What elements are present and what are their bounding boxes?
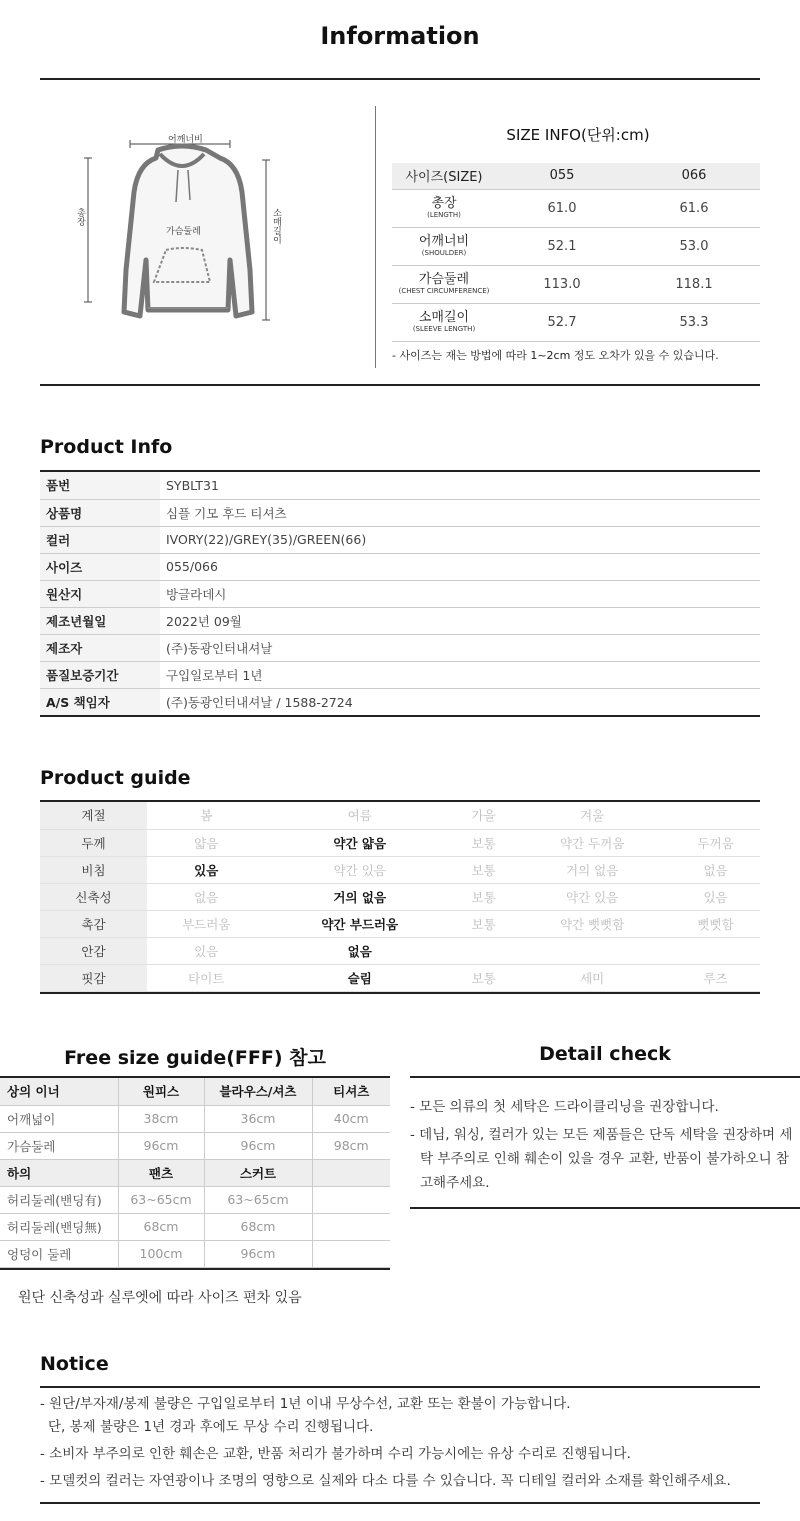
information-divider <box>375 106 376 368</box>
product-guide-row <box>40 910 760 937</box>
product-info-value: (주)동광인터내셔날 / 1588-2724 <box>160 688 760 715</box>
product-guide-option: 있음 <box>147 937 266 964</box>
product-guide-row <box>40 829 760 856</box>
product-guide-key: 안감 <box>40 937 147 964</box>
detail-check-text: - 데님, 워싱, 컬러가 있는 모든 제품들은 단독 세탁을 권장하며 세탁 부주의로 인해 훼손이 있을 경우 교환, 반품이 불가하오니 참고해주세요. <box>410 1127 793 1191</box>
product-info-key: 상품명 <box>40 499 160 526</box>
free-size-label: 하의 <box>0 1159 118 1186</box>
size-row <box>392 265 760 303</box>
product-info-value: SYBLT31 <box>160 472 760 499</box>
size-row-label <box>392 303 496 341</box>
product-guide-key: 계절 <box>40 802 147 829</box>
size-value-066: 61.6 <box>628 189 760 227</box>
free-size-label: 가슴둘레 <box>0 1132 118 1159</box>
product-guide-option: 보통 <box>454 883 513 910</box>
product-guide-title: Product guide <box>40 767 191 789</box>
free-size-value: 68cm <box>118 1213 204 1240</box>
free-size-label: 허리둘레(밴딩無) <box>0 1213 118 1240</box>
size-row <box>392 189 760 227</box>
product-guide-option: 약간 있음 <box>266 856 454 883</box>
size-value-055: 52.1 <box>496 227 628 265</box>
product-guide-option: 없음 <box>147 883 266 910</box>
notice-line-2: - 소비자 부주의로 인한 훼손은 교환, 반품 처리가 불가하며 수리 가능시에는 유상 수리로 진행됩니다. <box>40 1446 631 1462</box>
product-guide-key: 촉감 <box>40 910 147 937</box>
free-size-value: 63~65cm <box>204 1186 312 1213</box>
product-guide-option <box>671 802 760 829</box>
product-info-value: 2022년 09월 <box>160 607 760 634</box>
product-guide-key: 신축성 <box>40 883 147 910</box>
free-size-title: Free size guide(FFF) 참고 <box>64 1047 326 1069</box>
free-size-value: 96cm <box>204 1240 312 1267</box>
size-info-title: SIZE INFO(단위:cm) <box>506 126 650 144</box>
free-size-value <box>312 1186 390 1213</box>
product-guide-option: 봄 <box>147 802 266 829</box>
free-size-value <box>312 1213 390 1240</box>
free-size-value: 98cm <box>312 1132 390 1159</box>
free-size-value: 40cm <box>312 1105 390 1132</box>
free-size-value: 38cm <box>118 1105 204 1132</box>
free-size-value: 티셔츠 <box>312 1078 390 1105</box>
product-info-key: A/S 책임자 <box>40 688 160 715</box>
product-guide-option: 세미 <box>513 964 671 991</box>
detail-check-item <box>410 1095 800 1119</box>
product-guide-option: 보통 <box>454 829 513 856</box>
product-guide-key: 비침 <box>40 856 147 883</box>
product-guide-row <box>40 883 760 910</box>
product-info-value: 방글라데시 <box>160 580 760 607</box>
product-guide-option: 루즈 <box>671 964 760 991</box>
product-guide-row <box>40 937 760 964</box>
size-row-label <box>392 227 496 265</box>
product-info-key: 사이즈 <box>40 553 160 580</box>
product-info-row <box>40 553 760 580</box>
product-guide-option: 없음 <box>266 937 454 964</box>
free-size-value: 96cm <box>118 1132 204 1159</box>
product-info-value: (주)동광인터내셔날 <box>160 634 760 661</box>
product-guide-option: 보통 <box>454 856 513 883</box>
size-row-label-ko: 가슴둘레 <box>418 272 470 287</box>
detail-check-top-rule <box>410 1076 800 1078</box>
product-guide-option <box>513 937 671 964</box>
free-size-value <box>312 1159 390 1186</box>
product-guide-option: 거의 없음 <box>513 856 671 883</box>
information-title: Information <box>320 22 480 50</box>
free-size-label: 상의 이너 <box>0 1078 118 1105</box>
free-size-value: 96cm <box>204 1132 312 1159</box>
free-size-value <box>312 1240 390 1267</box>
detail-check-item <box>410 1123 800 1195</box>
free-size-row <box>0 1186 390 1213</box>
product-guide-bottom-rule <box>40 992 760 994</box>
product-info-value: 심플 기모 후드 티셔츠 <box>160 499 760 526</box>
notice-line-1-continued: 단, 봉제 불량은 1년 경과 후에도 무상 수리 진행됩니다. <box>48 1419 374 1435</box>
size-header-label: 사이즈(SIZE) <box>392 163 496 189</box>
product-info-value: 055/066 <box>160 553 760 580</box>
size-value-066: 53.0 <box>628 227 760 265</box>
product-guide-option: 부드러움 <box>147 910 266 937</box>
size-header-055: 055 <box>496 163 628 189</box>
free-size-value: 블라우스/셔츠 <box>204 1078 312 1105</box>
hoodie-size-diagram <box>70 120 300 340</box>
product-info-row <box>40 607 760 634</box>
detail-check-title: Detail check <box>539 1043 671 1065</box>
size-row-label <box>392 189 496 227</box>
product-guide-option: 약간 부드러움 <box>266 910 454 937</box>
product-guide-option: 거의 없음 <box>266 883 454 910</box>
size-row-label-ko: 어깨너비 <box>418 234 470 249</box>
product-info-row <box>40 688 760 715</box>
free-size-row <box>0 1132 390 1159</box>
notice-top-rule <box>40 1386 760 1388</box>
free-size-value: 36cm <box>204 1105 312 1132</box>
free-size-value: 팬츠 <box>118 1159 204 1186</box>
detail-check-list <box>410 1095 800 1199</box>
notice-list <box>40 1393 760 1493</box>
product-guide-option: 보통 <box>454 964 513 991</box>
product-guide-option: 있음 <box>671 883 760 910</box>
product-info-key: 제조년월일 <box>40 607 160 634</box>
size-row-label <box>392 265 496 303</box>
product-guide-option <box>671 937 760 964</box>
product-guide-option: 약간 뻣뻣함 <box>513 910 671 937</box>
notice-bottom-rule <box>40 1502 760 1504</box>
product-guide-option: 겨울 <box>513 802 671 829</box>
free-size-header-row <box>0 1159 390 1186</box>
free-size-label: 허리둘레(밴딩有) <box>0 1186 118 1213</box>
product-info-row <box>40 661 760 688</box>
size-value-055: 113.0 <box>496 265 628 303</box>
size-row-label-en: (LENGTH) <box>427 211 461 219</box>
diagram-length-label: 총장 <box>75 208 85 226</box>
free-size-value: 원피스 <box>118 1078 204 1105</box>
size-info-table <box>392 163 760 342</box>
size-value-066: 53.3 <box>628 303 760 341</box>
product-info-value: IVORY(22)/GREY(35)/GREEN(66) <box>160 526 760 553</box>
product-info-row <box>40 580 760 607</box>
product-guide-option <box>454 937 513 964</box>
notice-title: Notice <box>40 1353 109 1375</box>
product-info-key: 컬러 <box>40 526 160 553</box>
product-info-title: Product Info <box>40 436 173 458</box>
product-guide-option: 약간 있음 <box>513 883 671 910</box>
size-value-055: 61.0 <box>496 189 628 227</box>
free-size-label: 엉덩이 둘레 <box>0 1240 118 1267</box>
free-size-table <box>0 1078 390 1268</box>
information-top-rule <box>40 78 760 80</box>
product-info-row <box>40 472 760 499</box>
free-size-row <box>0 1213 390 1240</box>
free-size-bottom-rule <box>0 1268 390 1270</box>
free-size-header-row <box>0 1078 390 1105</box>
free-size-value: 68cm <box>204 1213 312 1240</box>
notice-line-1: - 원단/부자재/봉제 불량은 구입일로부터 1년 이내 무상수선, 교환 또는 환불이 가능합니다. <box>40 1396 571 1412</box>
product-info-key: 품질보증기간 <box>40 661 160 688</box>
information-bottom-rule <box>40 384 760 386</box>
size-row-label-en: (SLEEVE LENGTH) <box>412 325 476 333</box>
detail-check-text: - 모든 의류의 첫 세탁은 드라이클리닝을 권장합니다. <box>410 1099 719 1115</box>
detail-check-bottom-rule <box>410 1207 800 1209</box>
product-info-key: 품번 <box>40 472 160 499</box>
size-table-header <box>392 163 760 189</box>
free-size-label: 어깨넓이 <box>0 1105 118 1132</box>
product-guide-option: 가을 <box>454 802 513 829</box>
size-row <box>392 227 760 265</box>
product-info-bottom-rule <box>40 715 760 717</box>
product-info-table <box>40 472 760 716</box>
product-guide-option: 두꺼움 <box>671 829 760 856</box>
product-guide-option: 보통 <box>454 910 513 937</box>
product-guide-key: 핏감 <box>40 964 147 991</box>
free-size-row <box>0 1105 390 1132</box>
product-info-row <box>40 526 760 553</box>
product-guide-option: 약간 얇음 <box>266 829 454 856</box>
notice-line-3: - 모델컷의 컬러는 자연광이나 조명의 영향으로 실제와 다소 다를 수 있습니다. 꼭 디테일 컬러와 소재를 확인해주세요. <box>40 1473 731 1489</box>
free-size-row <box>0 1240 390 1267</box>
size-note: - 사이즈는 재는 방법에 따라 1~2cm 정도 오차가 있을 수 있습니다. <box>392 349 719 362</box>
size-row-label-en: (CHEST CIRCUMFERENCE) <box>398 287 490 295</box>
size-value-066: 118.1 <box>628 265 760 303</box>
product-guide-option: 슬림 <box>266 964 454 991</box>
product-guide-row <box>40 802 760 829</box>
size-value-055: 52.7 <box>496 303 628 341</box>
product-guide-option: 약간 두꺼움 <box>513 829 671 856</box>
size-row-label-en: (SHOULDER) <box>421 249 467 257</box>
product-guide-option: 있음 <box>147 856 266 883</box>
free-size-value: 스커트 <box>204 1159 312 1186</box>
size-header-066: 066 <box>628 163 760 189</box>
product-guide-option: 타이트 <box>147 964 266 991</box>
product-info-key: 원산지 <box>40 580 160 607</box>
size-row-label-ko: 소매길이 <box>418 310 470 325</box>
free-size-value: 100cm <box>118 1240 204 1267</box>
size-row-label-ko: 총장 <box>431 196 457 211</box>
free-size-value: 63~65cm <box>118 1186 204 1213</box>
product-guide-option: 얇음 <box>147 829 266 856</box>
diagram-chest-label: 가슴둘레 <box>166 227 201 237</box>
product-guide-option: 여름 <box>266 802 454 829</box>
product-guide-option: 뻣뻣함 <box>671 910 760 937</box>
product-guide-row <box>40 856 760 883</box>
product-info-key: 제조자 <box>40 634 160 661</box>
product-guide-key: 두께 <box>40 829 147 856</box>
size-row <box>392 303 760 341</box>
free-size-note: 원단 신축성과 실루엣에 따라 사이즈 편차 있음 <box>18 1290 302 1306</box>
product-info-value: 구입일로부터 1년 <box>160 661 760 688</box>
diagram-sleeve-label: 소매길이 <box>271 208 281 244</box>
product-guide-option: 없음 <box>671 856 760 883</box>
product-info-row <box>40 499 760 526</box>
diagram-shoulder-label: 어깨너비 <box>168 135 203 145</box>
product-guide-row <box>40 964 760 991</box>
product-info-row <box>40 634 760 661</box>
product-guide-table <box>40 802 760 992</box>
